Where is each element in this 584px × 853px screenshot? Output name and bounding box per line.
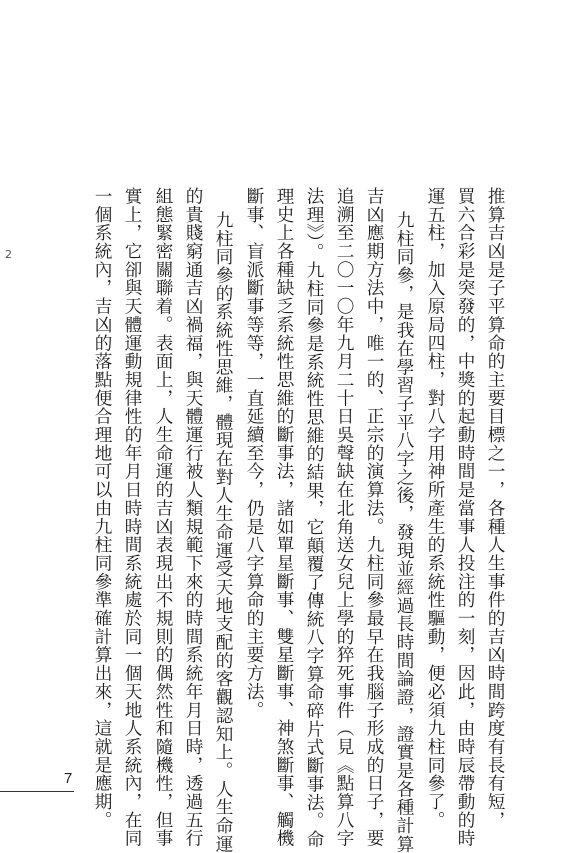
text-column-14: 一個系統內，吉凶的落點便合理地可以由九柱同參準確計算出來，這就是應期。 [92,187,112,830]
text-column-10: 九柱同參的系統性思維，體現在對人生命運受天地支配的客觀認知上。人生命運 [213,211,233,853]
text-column-5: 吉凶應期方法中，唯一的、正宗的演算法。九柱同參最早在我腦子形成的日子，要 [364,187,384,848]
footer-rule [0,791,74,792]
text-column-13: 實上，它卻與天體運動規律性的年月日時時間系統處於同一個天地人系統內，在同 [122,187,142,848]
text-column-2: 買六合彩是突發的，中獎的起動時間是當事人投注的一刻，因此，由時辰帶動的時 [455,187,475,848]
stray-mark: 2 [5,248,12,261]
text-column-8: 理史上各種缺乏系統性思維的斷事法，諸如單星斷事、雙星斷事、神煞斷事、觸機 [274,187,294,848]
text-column-4: 九柱同參，是我在學習子平八字之後，發現並經過長時間論證，證實是各種計算 [394,211,414,853]
page-number: 7 [64,770,73,787]
text-column-12: 組態緊密關聯着。表面上，人生命運的吉凶表現出不規則的偶然性和隨機性，但事 [153,187,173,848]
text-column-1: 推算吉凶是子平算命的主要目標之一，各種人生事件的吉凶時間跨度有長有短， [485,187,505,830]
text-column-3: 運五柱，加入原局四柱，對八字用神所產生的系統性驅動，便必須九柱同參了。 [425,187,445,830]
text-column-9: 斷事、盲派斷事等等，一直延續至今，仍是八字算命的主要方法。 [244,187,264,720]
text-column-11: 的貴賤窮通吉凶禍福，與天體運行被人類規範下來的時間系統年月日時，透過五行 [183,187,203,848]
text-column-7: 法理》）。九柱同參是系統性思維的結果，它顛覆了傳統八字算命碎片式斷事法。命 [304,187,324,849]
text-column-6: 追溯至二〇一〇年九月二十日吳聲缺在北角送女兒上學的猝死事件（見《點算八字 [334,187,354,848]
